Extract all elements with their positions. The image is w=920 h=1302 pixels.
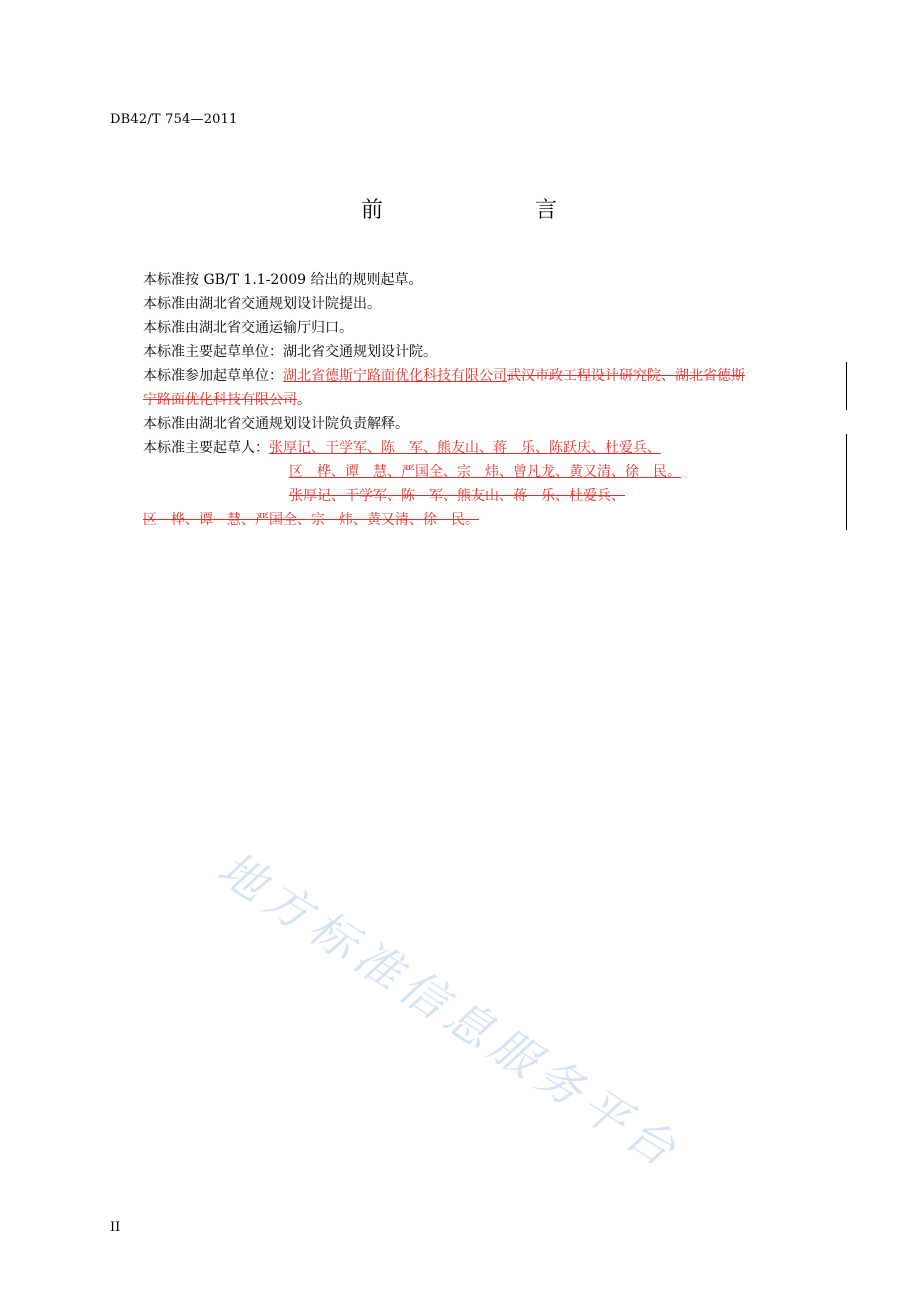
change-bar-drafters (846, 434, 847, 530)
main-drafters-line (143, 436, 843, 460)
interpretation-line: 本标准由湖北省交通规划设计院负责解释。 (143, 416, 409, 432)
change-bar-units (846, 362, 847, 410)
foreword-body (143, 268, 843, 532)
deleted-drafters-2: 区 桦、谭 慧、严国全、宗 炜、黄又清、徐 民。 (143, 512, 479, 528)
competent-authority-line: 本标准由湖北省交通运输厅归口。 (143, 320, 353, 336)
sentence-end: 。 (297, 392, 311, 408)
watermark-text: 地方标准信息服务平台 (208, 840, 691, 1181)
drafting-rules-line: 本标准按 GB/T 1.1-2009 给出的规则起草。 (143, 272, 423, 288)
main-drafting-unit-line: 本标准主要起草单位：湖北省交通规划设计院。 (143, 344, 437, 360)
deleted-drafters-1: 张厚记、干学军、陈 军、熊友山、蒋 乐、杜爱兵、 (289, 488, 625, 504)
deleted-drafters-line-1 (143, 484, 843, 508)
main-drafters-continuation (143, 460, 843, 484)
section-title: 前 言 (360, 198, 593, 223)
deleted-participating-units: 武汉市政工程设计研究院、湖北省德斯 (507, 368, 745, 384)
participating-unit-line (143, 364, 843, 388)
deleted-drafters-line-2 (143, 508, 843, 532)
participating-unit-label: 本标准参加起草单位： (143, 368, 283, 384)
main-drafters-label: 本标准主要起草人： (143, 440, 269, 456)
participating-unit-continuation (143, 388, 843, 412)
document-code: DB42/T 754—2011 (110, 112, 238, 127)
inserted-participating-unit: 湖北省德斯宁路面优化科技有限公司 (283, 368, 507, 384)
inserted-drafters-1: 张厚记、干学军、陈 军、熊友山、蒋 乐、陈跃庆、杜爱兵、 (269, 440, 661, 456)
inserted-drafters-2: 区 桦、谭 慧、严国全、宗 炜、曾凡龙、黄又清、徐 民。 (289, 464, 681, 480)
page-number: II (110, 1220, 121, 1235)
proposer-line: 本标准由湖北省交通规划设计院提出。 (143, 296, 381, 312)
deleted-participating-unit-tail: 宁路面优化科技有限公司 (143, 392, 297, 408)
